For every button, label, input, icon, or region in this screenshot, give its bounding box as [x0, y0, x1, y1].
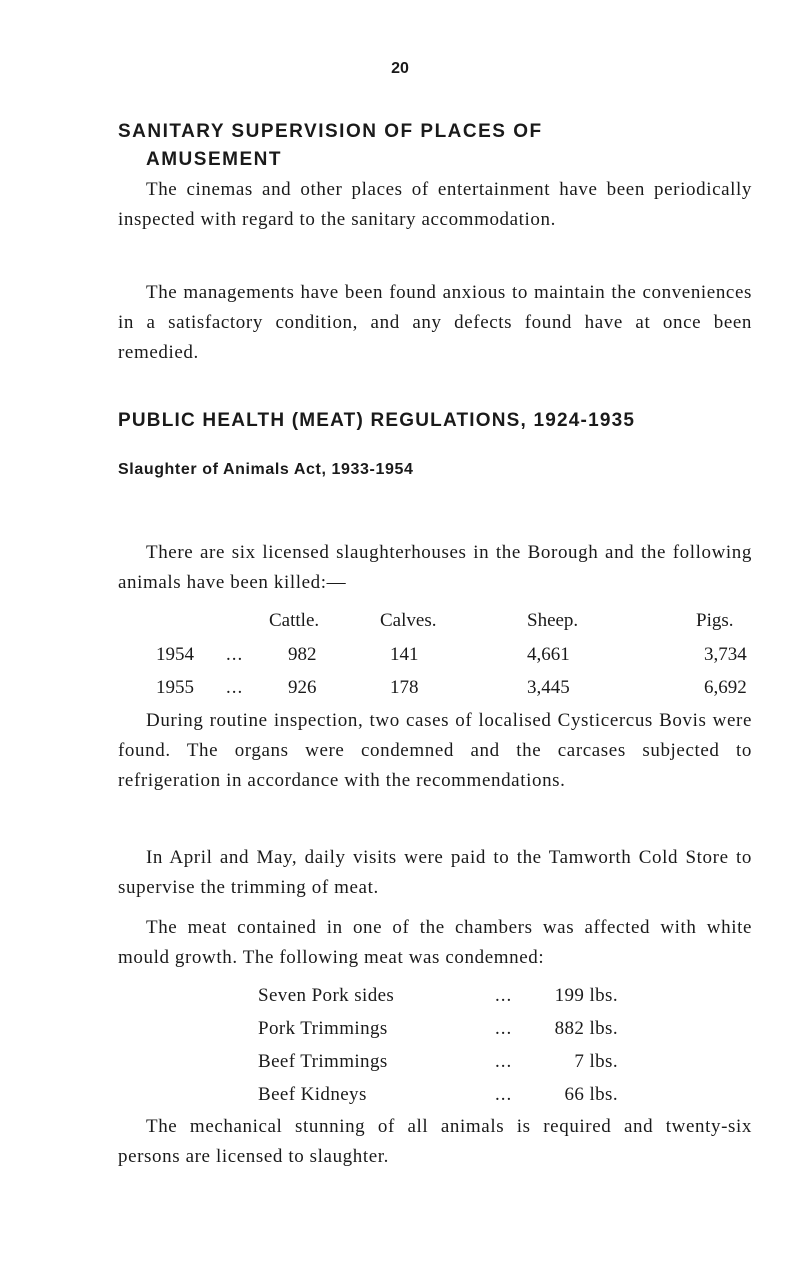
- paragraph-cold-store: In April and May, daily visits were paid to the Tamworth Cold Store to supervise the trimming of meat.: [118, 847, 752, 898]
- section-title-line-2: AMUSEMENT: [146, 149, 282, 170]
- cattle-value: 926: [288, 677, 317, 698]
- section-title-sanitary-supervision: [118, 118, 738, 174]
- cattle-value: 982: [288, 644, 317, 665]
- list-item: [258, 1084, 618, 1114]
- calves-value: 141: [390, 644, 419, 665]
- section-subtitle-slaughter-act: Slaughter of Animals Act, 1933-1954: [118, 461, 414, 478]
- pigs-value: 6,692: [704, 677, 747, 698]
- item-quantity: 199 lbs.: [554, 985, 618, 1006]
- leader-dots: ...: [495, 1084, 513, 1105]
- leader-dots: ...: [495, 1051, 513, 1072]
- leader-dots: ...: [495, 985, 513, 1006]
- leader-dots: ...: [226, 644, 244, 665]
- column-header-cattle: Cattle.: [269, 610, 320, 631]
- paragraph-slaughterhouses: There are six licensed slaughterhouses in the Borough and the following animals have been killed:—: [118, 542, 752, 593]
- item-quantity: 7 lbs.: [574, 1051, 618, 1072]
- item-name: Seven Pork sides: [258, 985, 395, 1006]
- list-item: [258, 985, 618, 1015]
- table-header-row: [118, 610, 752, 640]
- section-title-line-1: SANITARY SUPERVISION OF PLACES OF: [118, 121, 543, 142]
- paragraph-mechanical-stunning: The mechanical stunning of all animals is required and twenty-six persons are licensed to slaughter.: [118, 1116, 752, 1167]
- page-number: 20: [391, 60, 409, 77]
- sheep-value: 3,445: [527, 677, 570, 698]
- paragraph-cinemas: The cinemas and other places of entertainment have been periodically inspected with regard to the sanitary accommodation.: [118, 179, 752, 230]
- table-row: [118, 644, 752, 674]
- row-year: 1954: [156, 644, 194, 665]
- list-item: [258, 1018, 618, 1048]
- item-name: Beef Kidneys: [258, 1084, 367, 1105]
- item-name: Pork Trimmings: [258, 1018, 388, 1039]
- item-quantity: 882 lbs.: [554, 1018, 618, 1039]
- sheep-value: 4,661: [527, 644, 570, 665]
- paragraph-cysticercus: During routine inspection, two cases of localised Cysticercus Bovis were found. The organs were condemned and the carcases subjected to refrigeration in accordance with the recommendations.: [118, 710, 752, 791]
- leader-dots: ...: [495, 1018, 513, 1039]
- section-title-meat-regulations: PUBLIC HEALTH (MEAT) REGULATIONS, 1924-1935: [118, 410, 636, 431]
- calves-value: 178: [390, 677, 419, 698]
- item-quantity: 66 lbs.: [564, 1084, 618, 1105]
- list-item: [258, 1051, 618, 1081]
- paragraph-managements: The managements have been found anxious to maintain the conveniences in a satisfactory condition, and any defects found have at once been remedied.: [118, 282, 752, 363]
- column-header-pigs: Pigs.: [696, 610, 734, 631]
- column-header-sheep: Sheep.: [527, 610, 579, 631]
- leader-dots: ...: [226, 677, 244, 698]
- item-name: Beef Trimmings: [258, 1051, 388, 1072]
- pigs-value: 3,734: [704, 644, 747, 665]
- table-row: [118, 677, 752, 707]
- row-year: 1955: [156, 677, 194, 698]
- paragraph-mould-growth: The meat contained in one of the chambers was affected with white mould growth. The following meat was condemned:: [118, 917, 752, 968]
- column-header-calves: Calves.: [380, 610, 437, 631]
